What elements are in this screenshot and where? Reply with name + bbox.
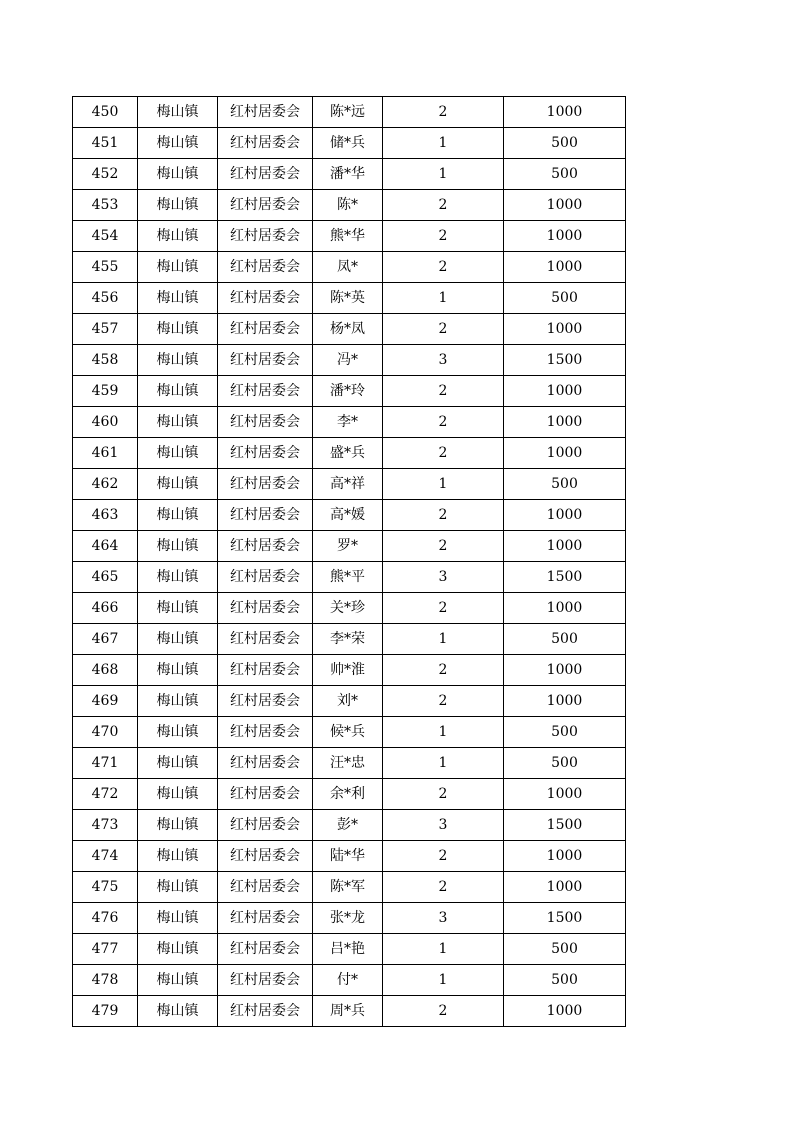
row-number: 465 bbox=[73, 562, 138, 593]
name-cell: 凤* bbox=[313, 252, 383, 283]
committee-cell: 红村居委会 bbox=[218, 345, 313, 376]
amount-cell: 1000 bbox=[504, 221, 626, 252]
row-number: 464 bbox=[73, 531, 138, 562]
row-number: 454 bbox=[73, 221, 138, 252]
row-number: 466 bbox=[73, 593, 138, 624]
town-cell: 梅山镇 bbox=[138, 965, 218, 996]
amount-cell: 1500 bbox=[504, 562, 626, 593]
table-row bbox=[73, 531, 626, 562]
household-count-cell: 2 bbox=[383, 438, 504, 469]
committee-cell: 红村居委会 bbox=[218, 221, 313, 252]
name-cell: 冯* bbox=[313, 345, 383, 376]
name-cell: 刘* bbox=[313, 686, 383, 717]
town-cell: 梅山镇 bbox=[138, 624, 218, 655]
name-cell: 熊*华 bbox=[313, 221, 383, 252]
row-number: 477 bbox=[73, 934, 138, 965]
row-number: 475 bbox=[73, 872, 138, 903]
table-row bbox=[73, 376, 626, 407]
town-cell: 梅山镇 bbox=[138, 779, 218, 810]
name-cell: 陆*华 bbox=[313, 841, 383, 872]
household-count-cell: 1 bbox=[383, 934, 504, 965]
row-number: 474 bbox=[73, 841, 138, 872]
name-cell: 陈*远 bbox=[313, 97, 383, 128]
table-row bbox=[73, 872, 626, 903]
name-cell: 杨*凤 bbox=[313, 314, 383, 345]
name-cell: 周*兵 bbox=[313, 996, 383, 1027]
committee-cell: 红村居委会 bbox=[218, 314, 313, 345]
name-cell: 彭* bbox=[313, 810, 383, 841]
household-count-cell: 1 bbox=[383, 128, 504, 159]
name-cell: 罗* bbox=[313, 531, 383, 562]
table-row bbox=[73, 562, 626, 593]
committee-cell: 红村居委会 bbox=[218, 655, 313, 686]
name-cell: 熊*平 bbox=[313, 562, 383, 593]
amount-cell: 1500 bbox=[504, 345, 626, 376]
amount-cell: 500 bbox=[504, 624, 626, 655]
town-cell: 梅山镇 bbox=[138, 314, 218, 345]
amount-cell: 1000 bbox=[504, 841, 626, 872]
table-row bbox=[73, 314, 626, 345]
town-cell: 梅山镇 bbox=[138, 469, 218, 500]
town-cell: 梅山镇 bbox=[138, 934, 218, 965]
name-cell: 吕*艳 bbox=[313, 934, 383, 965]
amount-cell: 1000 bbox=[504, 500, 626, 531]
table-row bbox=[73, 128, 626, 159]
row-number: 458 bbox=[73, 345, 138, 376]
row-number: 453 bbox=[73, 190, 138, 221]
table-row bbox=[73, 810, 626, 841]
committee-cell: 红村居委会 bbox=[218, 779, 313, 810]
town-cell: 梅山镇 bbox=[138, 407, 218, 438]
row-number: 457 bbox=[73, 314, 138, 345]
amount-cell: 1000 bbox=[504, 779, 626, 810]
name-cell: 张*龙 bbox=[313, 903, 383, 934]
amount-cell: 1000 bbox=[504, 686, 626, 717]
committee-cell: 红村居委会 bbox=[218, 562, 313, 593]
town-cell: 梅山镇 bbox=[138, 748, 218, 779]
row-number: 455 bbox=[73, 252, 138, 283]
household-count-cell: 3 bbox=[383, 562, 504, 593]
table-row bbox=[73, 779, 626, 810]
amount-cell: 1500 bbox=[504, 810, 626, 841]
name-cell: 关*珍 bbox=[313, 593, 383, 624]
table-row bbox=[73, 221, 626, 252]
committee-cell: 红村居委会 bbox=[218, 97, 313, 128]
table-row bbox=[73, 841, 626, 872]
table-row bbox=[73, 283, 626, 314]
committee-cell: 红村居委会 bbox=[218, 252, 313, 283]
household-count-cell: 3 bbox=[383, 345, 504, 376]
household-count-cell: 1 bbox=[383, 469, 504, 500]
name-cell: 盛*兵 bbox=[313, 438, 383, 469]
table-row bbox=[73, 996, 626, 1027]
household-count-cell: 1 bbox=[383, 159, 504, 190]
committee-cell: 红村居委会 bbox=[218, 407, 313, 438]
committee-cell: 红村居委会 bbox=[218, 996, 313, 1027]
amount-cell: 1000 bbox=[504, 872, 626, 903]
row-number: 472 bbox=[73, 779, 138, 810]
row-number: 461 bbox=[73, 438, 138, 469]
row-number: 450 bbox=[73, 97, 138, 128]
household-count-cell: 2 bbox=[383, 841, 504, 872]
household-count-cell: 2 bbox=[383, 407, 504, 438]
name-cell: 潘*玲 bbox=[313, 376, 383, 407]
table-row bbox=[73, 190, 626, 221]
town-cell: 梅山镇 bbox=[138, 159, 218, 190]
household-count-cell: 2 bbox=[383, 593, 504, 624]
town-cell: 梅山镇 bbox=[138, 345, 218, 376]
amount-cell: 500 bbox=[504, 469, 626, 500]
row-number: 451 bbox=[73, 128, 138, 159]
household-count-cell: 2 bbox=[383, 221, 504, 252]
household-count-cell: 2 bbox=[383, 252, 504, 283]
amount-cell: 500 bbox=[504, 748, 626, 779]
town-cell: 梅山镇 bbox=[138, 500, 218, 531]
name-cell: 储*兵 bbox=[313, 128, 383, 159]
committee-cell: 红村居委会 bbox=[218, 934, 313, 965]
town-cell: 梅山镇 bbox=[138, 903, 218, 934]
amount-cell: 1000 bbox=[504, 531, 626, 562]
committee-cell: 红村居委会 bbox=[218, 903, 313, 934]
table-row bbox=[73, 252, 626, 283]
committee-cell: 红村居委会 bbox=[218, 190, 313, 221]
table-row bbox=[73, 748, 626, 779]
committee-cell: 红村居委会 bbox=[218, 531, 313, 562]
row-number: 470 bbox=[73, 717, 138, 748]
household-count-cell: 2 bbox=[383, 655, 504, 686]
table-row bbox=[73, 934, 626, 965]
row-number: 473 bbox=[73, 810, 138, 841]
row-number: 459 bbox=[73, 376, 138, 407]
table-row bbox=[73, 655, 626, 686]
committee-cell: 红村居委会 bbox=[218, 469, 313, 500]
committee-cell: 红村居委会 bbox=[218, 438, 313, 469]
row-number: 460 bbox=[73, 407, 138, 438]
amount-cell: 500 bbox=[504, 283, 626, 314]
household-count-cell: 2 bbox=[383, 872, 504, 903]
name-cell: 付* bbox=[313, 965, 383, 996]
household-count-cell: 2 bbox=[383, 314, 504, 345]
household-count-cell: 2 bbox=[383, 500, 504, 531]
town-cell: 梅山镇 bbox=[138, 376, 218, 407]
household-count-cell: 1 bbox=[383, 624, 504, 655]
name-cell: 潘*华 bbox=[313, 159, 383, 190]
town-cell: 梅山镇 bbox=[138, 221, 218, 252]
amount-cell: 1000 bbox=[504, 314, 626, 345]
town-cell: 梅山镇 bbox=[138, 252, 218, 283]
name-cell: 李*荣 bbox=[313, 624, 383, 655]
name-cell: 陈* bbox=[313, 190, 383, 221]
committee-cell: 红村居委会 bbox=[218, 159, 313, 190]
committee-cell: 红村居委会 bbox=[218, 965, 313, 996]
name-cell: 陈*英 bbox=[313, 283, 383, 314]
amount-cell: 1000 bbox=[504, 996, 626, 1027]
committee-cell: 红村居委会 bbox=[218, 500, 313, 531]
committee-cell: 红村居委会 bbox=[218, 128, 313, 159]
table-row bbox=[73, 159, 626, 190]
town-cell: 梅山镇 bbox=[138, 655, 218, 686]
amount-cell: 1000 bbox=[504, 376, 626, 407]
roster-table bbox=[72, 96, 626, 1027]
table-row bbox=[73, 686, 626, 717]
row-number: 456 bbox=[73, 283, 138, 314]
name-cell: 高*祥 bbox=[313, 469, 383, 500]
amount-cell: 500 bbox=[504, 965, 626, 996]
household-count-cell: 2 bbox=[383, 996, 504, 1027]
amount-cell: 1000 bbox=[504, 252, 626, 283]
name-cell: 陈*军 bbox=[313, 872, 383, 903]
committee-cell: 红村居委会 bbox=[218, 283, 313, 314]
table-row bbox=[73, 469, 626, 500]
table-row bbox=[73, 500, 626, 531]
amount-cell: 500 bbox=[504, 717, 626, 748]
town-cell: 梅山镇 bbox=[138, 810, 218, 841]
name-cell: 余*利 bbox=[313, 779, 383, 810]
table-row bbox=[73, 438, 626, 469]
table-row bbox=[73, 624, 626, 655]
row-number: 469 bbox=[73, 686, 138, 717]
table-row bbox=[73, 345, 626, 376]
town-cell: 梅山镇 bbox=[138, 872, 218, 903]
row-number: 468 bbox=[73, 655, 138, 686]
town-cell: 梅山镇 bbox=[138, 841, 218, 872]
roster-body bbox=[73, 97, 626, 1027]
amount-cell: 1500 bbox=[504, 903, 626, 934]
committee-cell: 红村居委会 bbox=[218, 717, 313, 748]
household-count-cell: 3 bbox=[383, 903, 504, 934]
row-number: 476 bbox=[73, 903, 138, 934]
town-cell: 梅山镇 bbox=[138, 283, 218, 314]
amount-cell: 1000 bbox=[504, 97, 626, 128]
amount-cell: 1000 bbox=[504, 655, 626, 686]
town-cell: 梅山镇 bbox=[138, 438, 218, 469]
town-cell: 梅山镇 bbox=[138, 190, 218, 221]
household-count-cell: 2 bbox=[383, 531, 504, 562]
amount-cell: 1000 bbox=[504, 407, 626, 438]
name-cell: 高*媛 bbox=[313, 500, 383, 531]
row-number: 467 bbox=[73, 624, 138, 655]
committee-cell: 红村居委会 bbox=[218, 686, 313, 717]
row-number: 463 bbox=[73, 500, 138, 531]
town-cell: 梅山镇 bbox=[138, 128, 218, 159]
committee-cell: 红村居委会 bbox=[218, 593, 313, 624]
table-row bbox=[73, 97, 626, 128]
amount-cell: 500 bbox=[504, 159, 626, 190]
name-cell: 李* bbox=[313, 407, 383, 438]
household-count-cell: 2 bbox=[383, 376, 504, 407]
amount-cell: 500 bbox=[504, 128, 626, 159]
name-cell: 汪*忠 bbox=[313, 748, 383, 779]
amount-cell: 1000 bbox=[504, 190, 626, 221]
row-number: 478 bbox=[73, 965, 138, 996]
roster-sheet bbox=[72, 96, 626, 1027]
table-row bbox=[73, 593, 626, 624]
household-count-cell: 1 bbox=[383, 748, 504, 779]
row-number: 471 bbox=[73, 748, 138, 779]
household-count-cell: 3 bbox=[383, 810, 504, 841]
committee-cell: 红村居委会 bbox=[218, 748, 313, 779]
amount-cell: 1000 bbox=[504, 593, 626, 624]
household-count-cell: 1 bbox=[383, 283, 504, 314]
name-cell: 候*兵 bbox=[313, 717, 383, 748]
table-row bbox=[73, 407, 626, 438]
row-number: 479 bbox=[73, 996, 138, 1027]
household-count-cell: 2 bbox=[383, 97, 504, 128]
row-number: 452 bbox=[73, 159, 138, 190]
town-cell: 梅山镇 bbox=[138, 593, 218, 624]
table-row bbox=[73, 965, 626, 996]
amount-cell: 1000 bbox=[504, 438, 626, 469]
household-count-cell: 2 bbox=[383, 686, 504, 717]
table-row bbox=[73, 903, 626, 934]
town-cell: 梅山镇 bbox=[138, 562, 218, 593]
committee-cell: 红村居委会 bbox=[218, 624, 313, 655]
household-count-cell: 1 bbox=[383, 965, 504, 996]
committee-cell: 红村居委会 bbox=[218, 872, 313, 903]
committee-cell: 红村居委会 bbox=[218, 810, 313, 841]
town-cell: 梅山镇 bbox=[138, 717, 218, 748]
town-cell: 梅山镇 bbox=[138, 97, 218, 128]
household-count-cell: 1 bbox=[383, 717, 504, 748]
household-count-cell: 2 bbox=[383, 779, 504, 810]
name-cell: 帅*淮 bbox=[313, 655, 383, 686]
town-cell: 梅山镇 bbox=[138, 996, 218, 1027]
committee-cell: 红村居委会 bbox=[218, 841, 313, 872]
amount-cell: 500 bbox=[504, 934, 626, 965]
table-row bbox=[73, 717, 626, 748]
town-cell: 梅山镇 bbox=[138, 686, 218, 717]
town-cell: 梅山镇 bbox=[138, 531, 218, 562]
household-count-cell: 2 bbox=[383, 190, 504, 221]
committee-cell: 红村居委会 bbox=[218, 376, 313, 407]
row-number: 462 bbox=[73, 469, 138, 500]
